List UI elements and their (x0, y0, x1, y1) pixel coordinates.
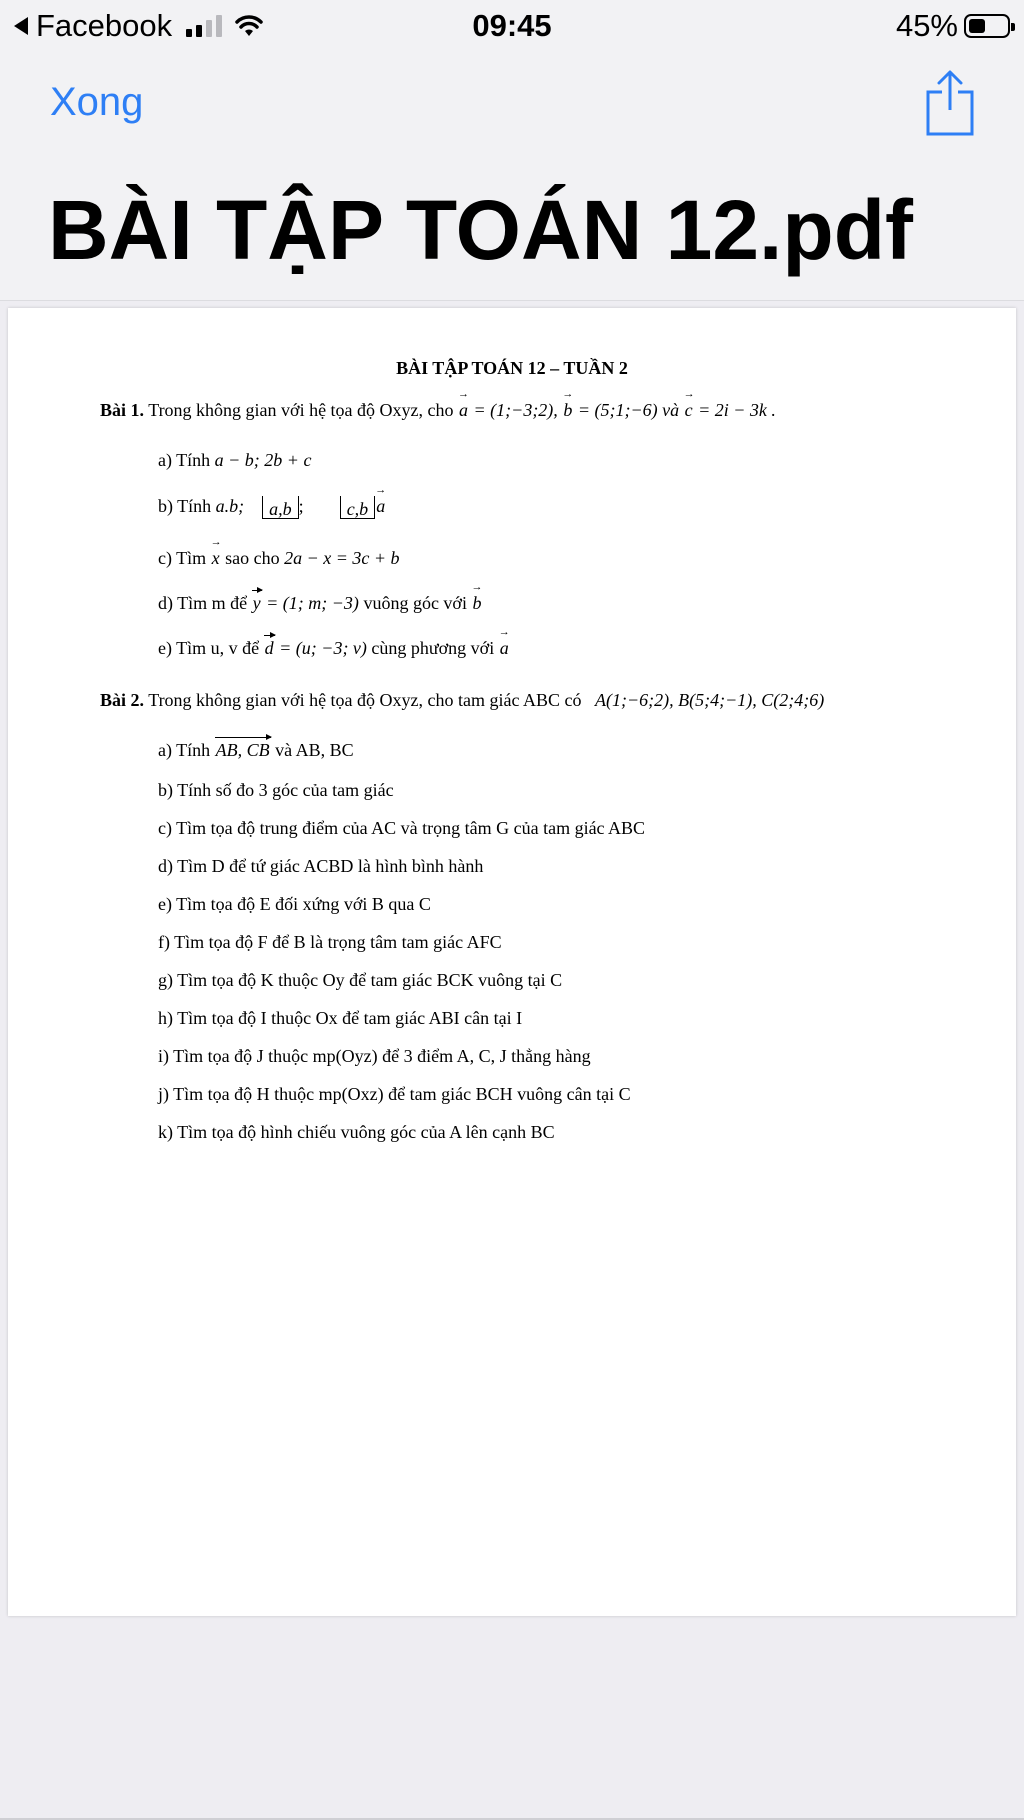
battery-status (896, 8, 1010, 44)
document-nav-bar (0, 52, 1024, 301)
pdf-page[interactable] (8, 308, 1016, 1616)
exercise-1-intro: Trong không gian với hệ tọa độ Oxyz, cho (148, 400, 454, 420)
pdf-heading: BÀI TẬP TOÁN 12 – TUẦN 2 (396, 358, 628, 378)
ex2-item-a-text: a) Tính (158, 740, 211, 760)
ex1-item-d-tail: vuông góc với (363, 593, 467, 613)
ex1-item-b-vec-a: → a (375, 496, 386, 517)
battery-icon (964, 14, 1010, 38)
exercise-1-label: Bài 1. (100, 400, 145, 420)
ex2-item: k) Tìm tọa độ hình chiếu vuông góc của A lên cạnh BC (158, 1122, 555, 1142)
ex2-item-a-tail: và AB, BC (275, 740, 354, 760)
back-app-label[interactable]: Facebook (36, 8, 173, 43)
ex1-item-d-expr: = (1; m; −3) (266, 593, 359, 613)
status-bar (0, 0, 1024, 52)
ex1-item-b-dot: a.b; (215, 496, 245, 516)
exercise-1-title: Bài 1. Trong không gian với hệ tọa độ Oxyz, cho → a = (1;−3;2), → b = (5;1;−6) và → c = 2i − 3k . (100, 400, 776, 421)
clock: 09:45 (472, 8, 552, 43)
ex1-item-c-text: c) Tìm (158, 548, 207, 568)
ex1-item-d: d) Tìm m để y = (1; m; −3) vuông góc với → b (158, 593, 482, 614)
ex1-item-d-text: d) Tìm m để (158, 593, 248, 613)
vector-a-value: = (1;−3;2), (473, 400, 558, 420)
ex1-item-c-mid: sao cho (225, 548, 280, 568)
exercise-2-intro: Trong không gian với hệ tọa độ Oxyz, cho tam giác ABC có (148, 690, 582, 710)
ex1-item-a (158, 450, 311, 471)
ex1-item-e-text: e) Tìm u, v để (158, 638, 260, 658)
ex1-item-e-expr: = (u; −3; v) (279, 638, 367, 658)
ex2-item: d) Tìm D để tứ giác ACBD là hình bình hành (158, 856, 484, 876)
ex2-item: f) Tìm tọa độ F để B là trọng tâm tam giác AFC (158, 932, 502, 952)
battery-percent: 45% (895, 8, 958, 43)
ex2-item: c) Tìm tọa độ trung điểm của AC và trọng tâm G của tam giác ABC (158, 818, 646, 838)
vector-b-value: = (5;1;−6) và (577, 400, 680, 420)
ex2-item: b) Tính số đo 3 góc của tam giác (158, 780, 394, 800)
ex1-item-b-cross1: a,b (262, 496, 299, 519)
exercise-2-title (100, 690, 824, 711)
exercise-2-label: Bài 2. (100, 690, 145, 710)
ex2-item: h) Tìm tọa độ I thuộc Ox để tam giác ABI cân tại I (158, 1008, 523, 1028)
ex1-item-b-cross2: c,b (340, 496, 376, 519)
ex2-item-a-vectors: AB, CB (215, 740, 270, 760)
vector-c-value: = 2i − 3k . (698, 400, 776, 420)
share-icon[interactable] (922, 66, 978, 138)
done-button[interactable]: Xong (50, 80, 144, 124)
ex1-item-b-text: b) Tính (158, 496, 212, 516)
ex2-item: j) Tìm tọa độ H thuộc mp(Oxz) để tam giác BCH vuông cân tại C (158, 1084, 631, 1104)
ex1-item-b: b) Tính a.b; a,b ; c,b→ a (158, 496, 386, 519)
ex1-item-c: c) Tìm → x sao cho 2a − x = 3c + b (158, 548, 400, 569)
ex1-item-c-expr: 2a − x = 3c + b (284, 548, 400, 568)
exercise-2-points: A(1;−6;2), B(5;4;−1), C(2;4;6) (595, 690, 825, 710)
ex1-item-a-expr: a − b; 2b + c (214, 450, 312, 470)
ex2-item: i) Tìm tọa độ J thuộc mp(Oyz) để 3 điểm A, C, J thẳng hàng (158, 1046, 591, 1066)
ex2-item: g) Tìm tọa độ K thuộc Oy để tam giác BCK vuông tại C (158, 970, 563, 990)
document-title: BÀI TẬP TOÁN 12.pdf (48, 183, 913, 277)
ex1-item-e-tail: cùng phương với (371, 638, 495, 658)
ex2-item-a (158, 740, 354, 761)
ex1-item-a-text: a) Tính (158, 450, 211, 470)
ex2-item: e) Tìm tọa độ E đối xứng với B qua C (158, 894, 431, 914)
ex1-item-e: e) Tìm u, v để d = (u; −3; v) cùng phương với → a (158, 638, 510, 659)
